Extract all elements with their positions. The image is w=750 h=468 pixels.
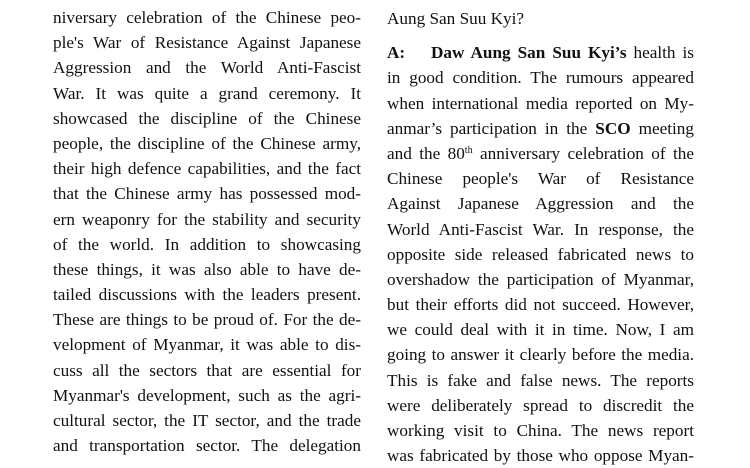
right-line: when international media reported on My- <box>387 93 694 113</box>
left-line: showcased the discipline of the Chinese <box>53 108 361 128</box>
right-line: Against Japanese Aggression and the <box>387 194 694 214</box>
left-line: of the world. In addition to showcasing <box>53 234 361 254</box>
answer-name: Daw Aung San Suu Kyi’s <box>431 43 627 63</box>
answer-first-line <box>387 40 694 65</box>
sco-line-after: meeting <box>630 118 694 138</box>
left-line: ern weaponry for the stability and security <box>53 209 361 229</box>
left-line: tailed discussions with the leaders present. <box>53 285 361 305</box>
right-line: but their efforts did not succeed. However, <box>387 295 694 315</box>
right-line: opposite side released fabricated news to <box>387 244 694 264</box>
left-line: Aggression and the World Anti-Fascist <box>53 58 361 78</box>
sco-bold: SCO <box>595 118 631 138</box>
left-line: people, the discipline of the Chinese army, <box>53 133 361 153</box>
right-line: working visit to China. The news report <box>387 421 694 440</box>
right-line: This is fake and false news. The reports <box>387 370 694 390</box>
left-column <box>53 5 361 458</box>
left-line: cuss all the sectors that are essential for <box>53 360 361 380</box>
ordinal-line <box>387 141 694 166</box>
right-line: Chinese people's War of Resistance <box>387 169 694 189</box>
question-text: Aung San Suu Kyi? <box>387 9 525 28</box>
ordinal-before: and the 80 <box>387 143 465 163</box>
ordinal-after: anniversary celebration of the <box>472 143 694 163</box>
left-line: velopment of Myanmar, it was able to dis- <box>53 335 361 355</box>
question-tail <box>387 6 694 31</box>
right-line: we could deal with it in time. Now, I am <box>387 320 694 340</box>
right-line: World Anti-Fascist War. In response, the <box>387 219 694 239</box>
left-line: niversary celebration of the Chinese peo- <box>53 8 361 27</box>
right-line: going to answer it clearly before the media. <box>387 345 694 365</box>
right-line: in good condition. The rumours appeared <box>387 68 694 88</box>
left-line: these things, it was also able to have de- <box>53 259 361 279</box>
right-line: was fabricated by those who oppose Myan- <box>387 446 694 466</box>
answer-first-line-rest: health is <box>626 43 694 63</box>
right-line: were deliberately spread to discredit the <box>387 395 694 415</box>
ordinal-sup: th <box>464 144 473 156</box>
left-line: War. It was quite a grand ceremony. It <box>53 83 361 103</box>
left-line: their high defence capabilities, and the fact <box>53 159 361 179</box>
sco-line <box>387 116 694 141</box>
sco-line-before: anmar’s participation in the <box>387 118 596 138</box>
left-line: ple's War of Resistance Against Japanese <box>53 33 361 53</box>
left-line: cultural sector, the IT sector, and the trade <box>53 411 361 430</box>
left-line: Myanmar's development, such as the agri- <box>53 385 361 405</box>
left-line: and transportation sector. The delegation <box>53 436 361 456</box>
right-column <box>387 0 694 468</box>
answer-label: A: <box>387 43 406 63</box>
right-line: overshadow the participation of Myanmar, <box>387 269 694 289</box>
left-line: that the Chinese army has possessed mod- <box>53 184 361 204</box>
left-line: These are things to be proud of. For the de- <box>53 310 361 330</box>
